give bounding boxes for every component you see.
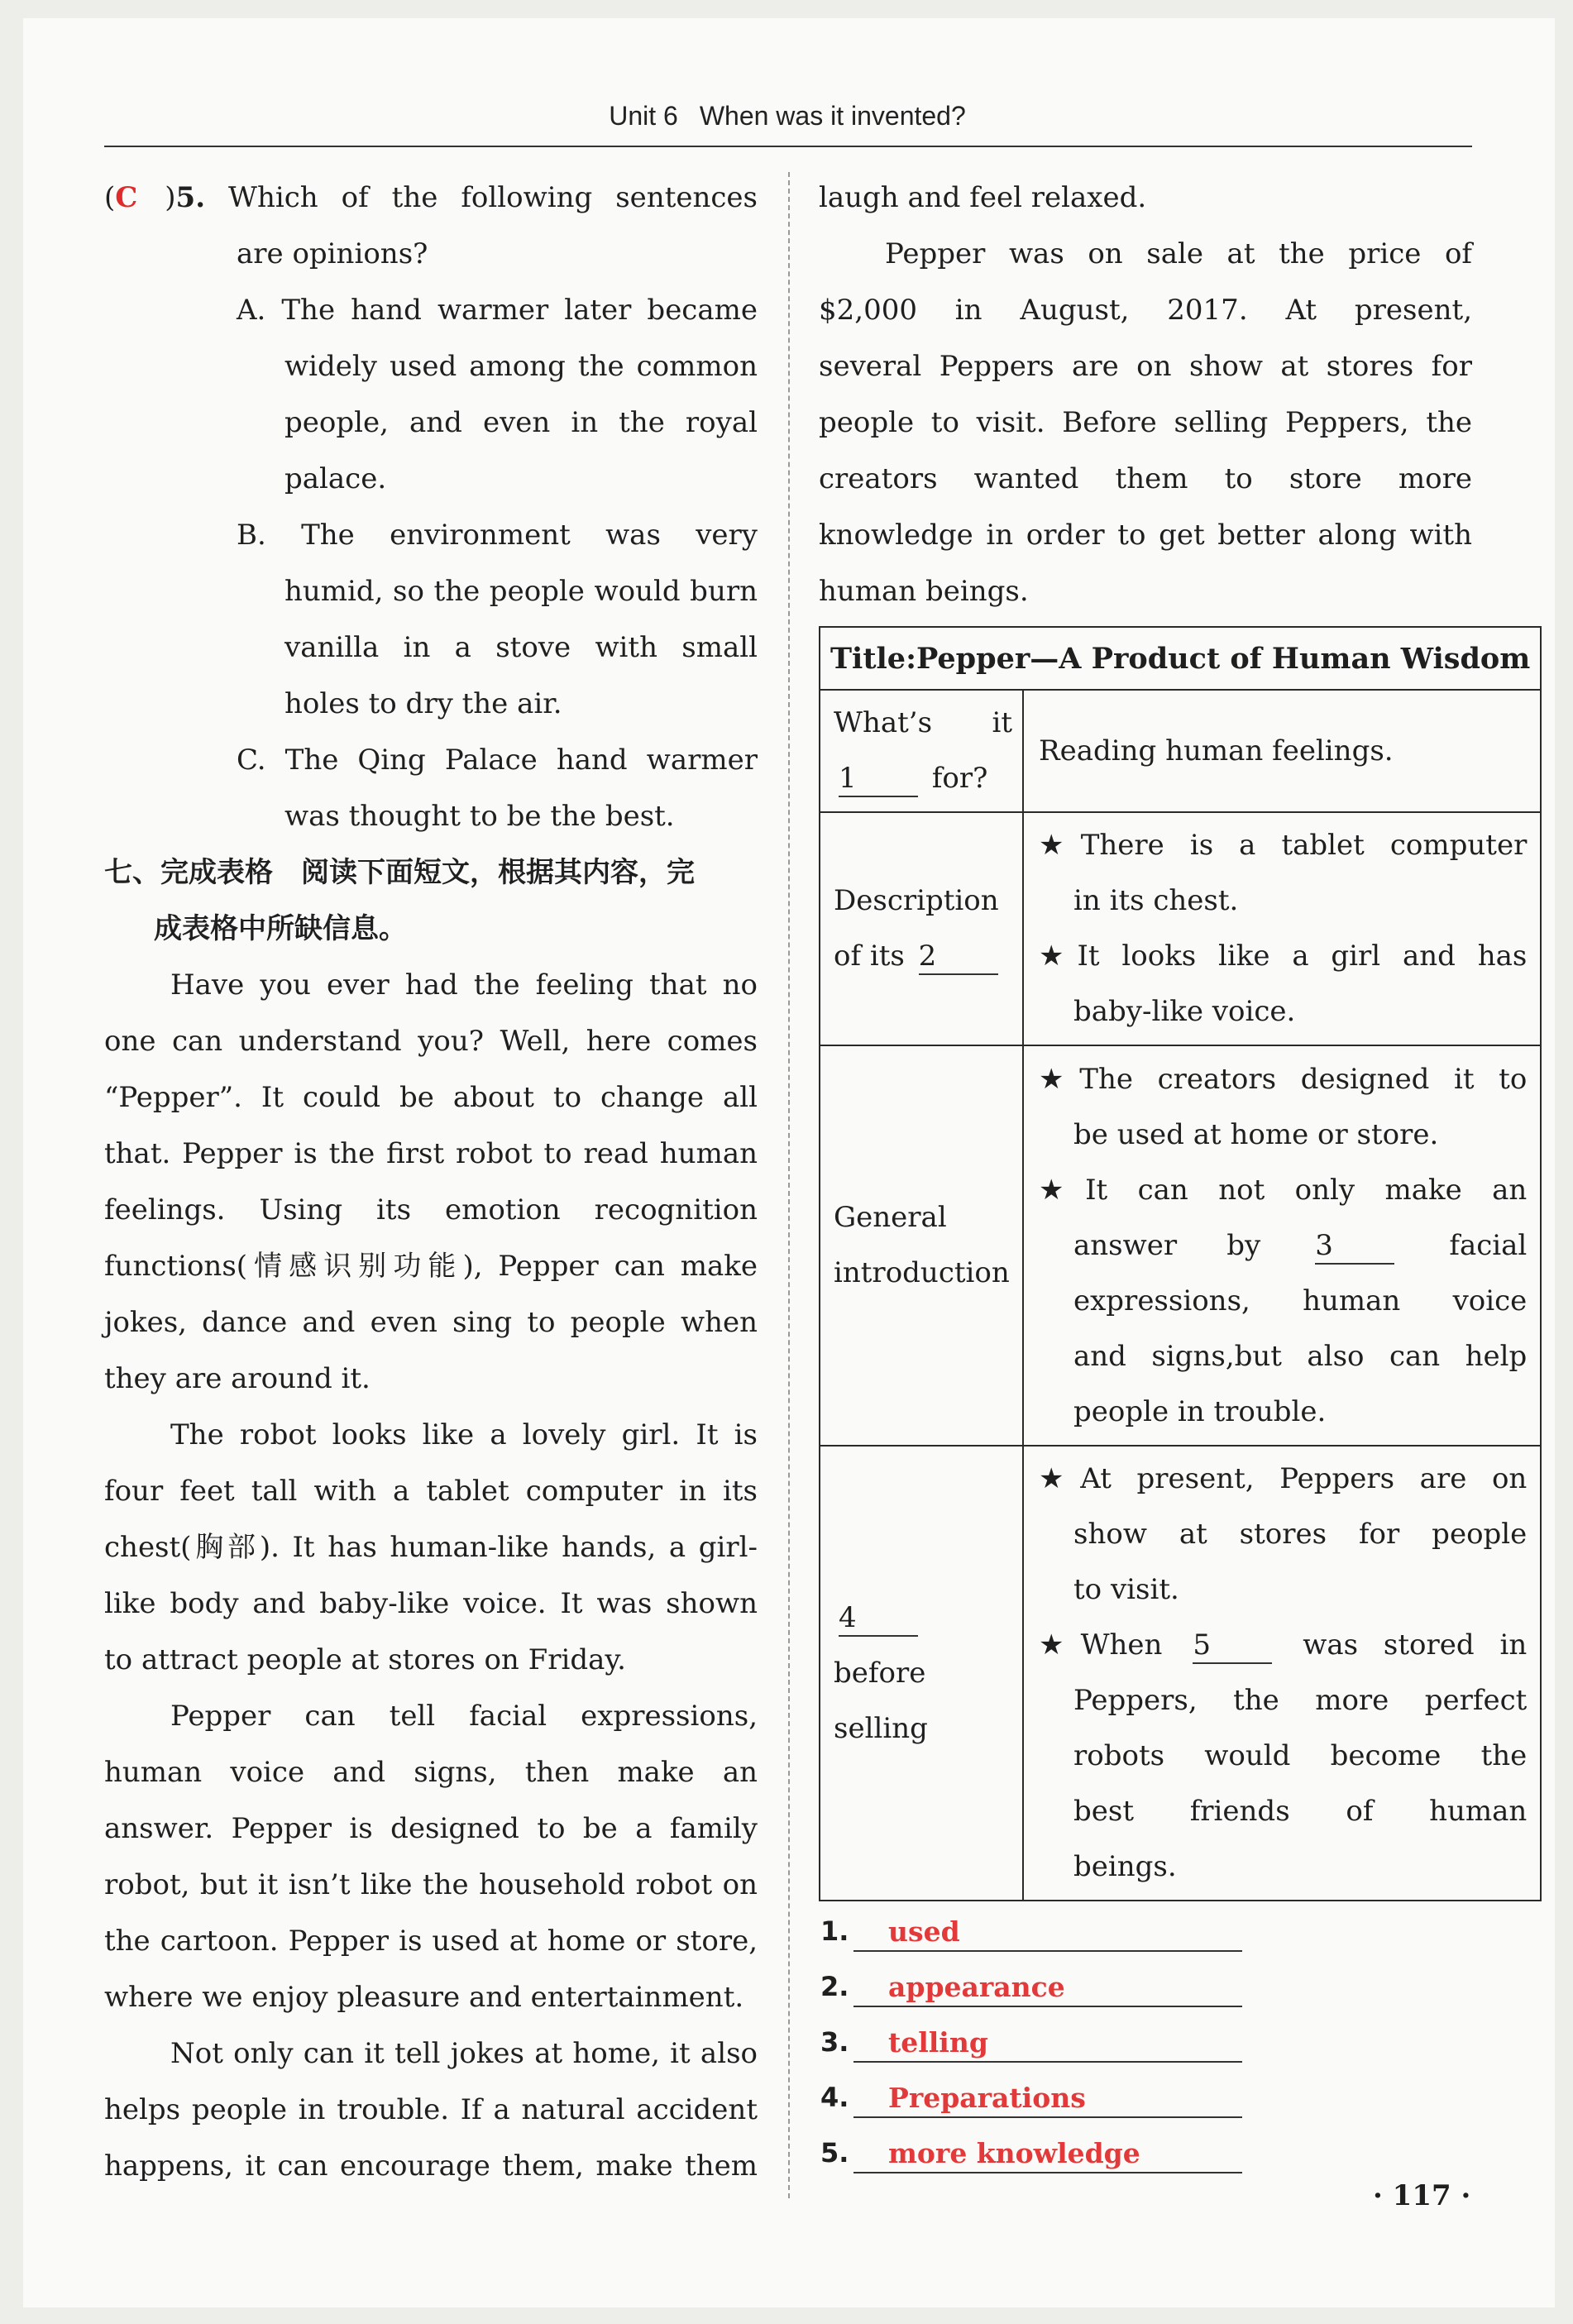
option-b: B. The environment was very	[237, 519, 758, 552]
blank-1: 1	[839, 761, 918, 797]
passage-paragraph-5: Pepper was on sale at the price of	[885, 237, 1472, 270]
answer-row: 5. more knowledge	[819, 2132, 1249, 2188]
row-4-content: ★At present, Peppers are on show at stores for people to visit. ★When 5 was stored in Peppers, the more perfect robots would become the best friends of human beings.	[1023, 1446, 1541, 1901]
star-icon: ★	[1039, 1462, 1081, 1495]
option-c: C. The Qing Palace hand warmer	[237, 744, 758, 777]
left-column: (C )5. Which of the following sentences are opinions? A. The hand warmer later became widely used among the common people, and even in the royal palace. B. The environment was very humid, so the people would burn vanilla in a stove with small holes to dry the air. C. The Qing Palace hand warmer was thought to be the best. 七、完成表格 阅读下面短文，根据其内容，完 成表格中所缺信息。 Have you ever had the feeling that no one can understand you? Well, here comes “Pepper”. It could be about to change all that. Pepper is the first robot to read human feelings. Using its emotion recognition functions(情感识别功能), Pepper can make jokes, dance and even sing to people when they are around it. The robot looks like a lovely girl. It is four feet tall with a tablet computer in its chest(胸部). It has human-like hands, a girl- like body and baby-like voice. It was shown to attract people at stores on Friday. Pepper can tell facial expressions, human voice and signs, then make an answer. Pepper is designed to be a family robot, but it isn’t like the household robot on the cartoon. Pepper is used at home or store, where we enjoy pleasure and entertainment. Not only can it tell jokes at home, it also helps people in trouble. If a natural accident happens, it can encourage them, make them	[104, 170, 758, 2194]
unit-title: When was it invented?	[699, 101, 966, 131]
star-icon: ★	[1039, 1628, 1081, 1662]
question-5-stem-line: (C )5. Which of the following sentences	[104, 170, 758, 226]
answer-row: 3. telling	[819, 2021, 1249, 2077]
answer-text: appearance	[888, 1971, 1065, 2003]
blank-4: 4	[839, 1600, 918, 1637]
row-3-label: General introduction	[820, 1045, 1023, 1446]
page-header	[104, 101, 1470, 132]
header-rule	[104, 146, 1472, 147]
star-icon: ★	[1039, 829, 1081, 862]
answer-text: more knowledge	[888, 2137, 1140, 2169]
passage-paragraph-3: Pepper can tell facial expressions,	[170, 1700, 758, 1733]
option-a: A. The hand warmer later became	[237, 294, 758, 327]
blank-3: 3	[1315, 1228, 1394, 1265]
passage-paragraph-2: The robot looks like a lovely girl. It is	[170, 1418, 758, 1451]
page-number: · 117 ·	[1373, 2179, 1471, 2212]
answer-text: Preparations	[888, 2082, 1086, 2114]
star-icon: ★	[1039, 1173, 1086, 1207]
column-divider	[788, 172, 790, 2198]
answer-list	[819, 1910, 1249, 2188]
blank-5: 5	[1193, 1628, 1272, 1664]
info-table	[819, 626, 1542, 1901]
answer-text: used	[888, 1915, 960, 1948]
row-2-label: Description of its 2	[820, 812, 1023, 1045]
star-icon: ★	[1039, 940, 1078, 973]
row-3-content: ★The creators designed it to be used at home or store. ★It can not only make an answer by 3 facial expressions, human voice and signs,but also can help people in trouble.	[1023, 1045, 1541, 1446]
answer-row: 4. Preparations	[819, 2077, 1249, 2132]
row-1-content: Reading human feelings.	[1023, 690, 1541, 812]
row-1-label: What’s it 1 for?	[820, 690, 1023, 812]
unit-label: Unit 6	[609, 101, 678, 131]
answer-row: 2. appearance	[819, 1966, 1249, 2021]
blank-2: 2	[919, 939, 998, 975]
question-5-answer: C	[115, 181, 138, 214]
table-title: Title:Pepper—A Product of Human Wisdom	[820, 627, 1541, 690]
row-4-label: 4 before selling	[820, 1446, 1023, 1901]
passage-paragraph-4-end: laugh and feel relaxed.	[819, 181, 1147, 214]
star-icon: ★	[1039, 1062, 1080, 1096]
section-7-heading-2: 成表格中所缺信息。	[154, 912, 407, 945]
passage-paragraph-1: Have you ever had the feeling that no	[170, 968, 758, 1002]
passage-paragraph-4: Not only can it tell jokes at home, it also	[170, 2037, 758, 2070]
row-2-content: ★There is a tablet computer in its chest. ★It looks like a girl and has baby-like voice.	[1023, 812, 1541, 1045]
question-5-stem-line-2: are opinions?	[237, 237, 428, 270]
section-7-heading: 七、完成表格 阅读下面短文，根据其内容，完	[104, 856, 695, 889]
right-column: laugh and feel relaxed. Pepper was on sale at the price of $2,000 in August, 2017. At present, several Peppers are on show at stores for people to visit. Before selling Peppers, the creators wanted them to store more knowledge in order to get better along with human beings.	[819, 170, 1472, 619]
answer-text: telling	[888, 2026, 988, 2059]
answer-row: 1. used	[819, 1910, 1249, 1966]
